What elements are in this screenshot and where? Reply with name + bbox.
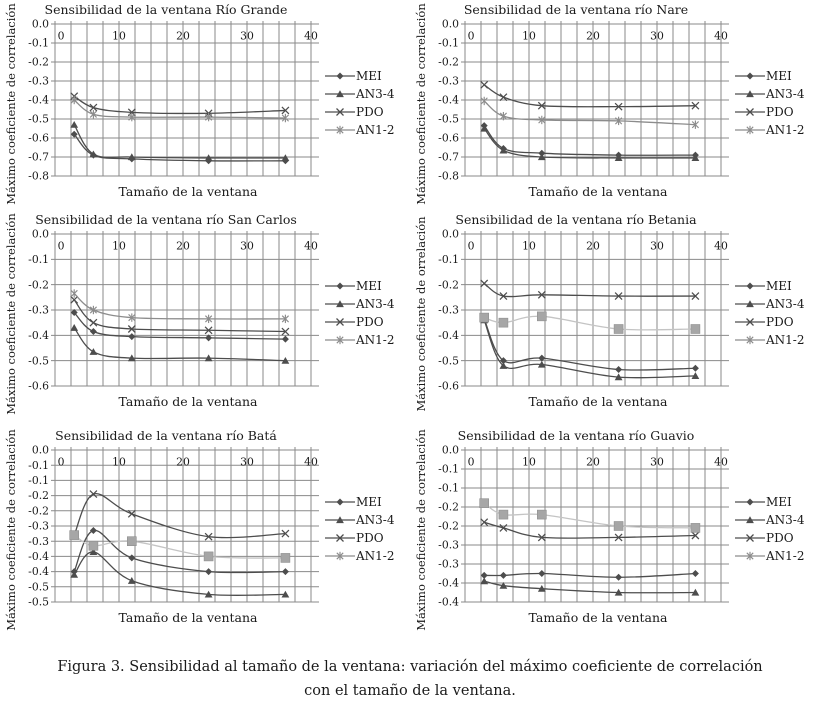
chart-rio-grande xyxy=(0,0,410,210)
legend-label: PDO xyxy=(356,314,384,329)
legend-item-an1-2 xyxy=(325,333,410,347)
tick-label: -0.4 xyxy=(28,328,49,342)
tick-label: -0.7 xyxy=(28,150,49,164)
legend-label: AN1-2 xyxy=(356,122,395,137)
tick-label: 10 xyxy=(112,29,126,43)
legend-label: MEI xyxy=(356,68,382,83)
tick-label: -0.4 xyxy=(28,550,49,563)
legend xyxy=(322,214,410,411)
legend xyxy=(732,430,820,627)
legend-label: MEI xyxy=(356,494,382,509)
chart-title: Sensibilidad de la ventana río Guavio xyxy=(457,428,695,443)
legend-x-icon xyxy=(735,106,765,118)
tick-label: 10 xyxy=(112,455,126,469)
x-axis-title: Tamaño de la ventana xyxy=(118,184,258,199)
tick-label: 30 xyxy=(650,239,664,253)
legend-item-pdo xyxy=(325,531,410,545)
y-axis-ticks xyxy=(438,18,459,183)
y-axis-ticks xyxy=(28,444,49,609)
legend-item-mei xyxy=(325,495,410,509)
legend-label: AN1-2 xyxy=(766,332,805,347)
tick-label: -0.3 xyxy=(438,538,459,552)
legend-item-an3-4 xyxy=(735,87,820,101)
chart-rio-san-carlos xyxy=(0,210,410,426)
tick-label: -0.2 xyxy=(438,500,459,514)
legend-x-icon xyxy=(325,106,355,118)
chart-title: Sensibilidad de la ventana río Nare xyxy=(463,2,689,17)
legend xyxy=(732,4,820,201)
series-AN1-2 xyxy=(71,289,289,323)
tick-label: -0.1 xyxy=(28,36,49,50)
tick-label: 20 xyxy=(176,239,190,253)
y-axis-title: Máximo coeficiente de correlación xyxy=(414,3,428,205)
legend-diamond-icon xyxy=(735,70,765,82)
tick-label: 30 xyxy=(240,239,254,253)
tick-label: 0 xyxy=(57,29,65,43)
tick-label: -0.6 xyxy=(28,379,49,393)
legend-item-mei xyxy=(325,69,410,83)
legend-label: PDO xyxy=(766,314,794,329)
legend-item-pdo xyxy=(735,531,820,545)
tick-label: -0.3 xyxy=(438,74,459,88)
tick-label: 40 xyxy=(304,455,318,469)
legend-item-an3-4 xyxy=(735,297,820,311)
legend-item-an3-4 xyxy=(325,297,410,311)
tick-label: -0.4 xyxy=(438,328,459,342)
legend-item-pdo xyxy=(735,315,820,329)
chart-title: Sensibilidad de la ventana Río Grande xyxy=(44,2,288,17)
tick-label: -0.1 xyxy=(438,481,459,495)
tick-label: 10 xyxy=(112,239,126,253)
tick-label: -0.1 xyxy=(438,252,459,266)
tick-label: 20 xyxy=(586,455,600,469)
legend-label: MEI xyxy=(766,68,792,83)
caption-line-1: Figura 3. Sensibilidad al tamaño de la ventana: variación del máximo coeficiente de correlación xyxy=(57,659,763,675)
legend-x-icon xyxy=(325,316,355,328)
legend-x-icon xyxy=(325,532,355,544)
legend-label: AN3-4 xyxy=(766,86,805,101)
tick-label: 40 xyxy=(304,29,318,43)
legend-item-an3-4 xyxy=(325,513,410,527)
tick-label: 0.0 xyxy=(31,444,49,457)
tick-label: -0.2 xyxy=(28,55,49,69)
legend-item-an1-2 xyxy=(735,123,820,137)
tick-label: -0.7 xyxy=(438,150,459,164)
tick-label: -0.1 xyxy=(28,252,49,266)
tick-label: 30 xyxy=(650,455,664,469)
tick-label: 10 xyxy=(522,239,536,253)
legend-star-icon xyxy=(325,550,355,562)
chart-rio-nare xyxy=(410,0,820,210)
legend-label: AN3-4 xyxy=(766,512,805,527)
legend-label: AN1-2 xyxy=(356,332,395,347)
x-axis-title: Tamaño de la ventana xyxy=(118,610,258,625)
tick-label: -0.6 xyxy=(438,379,459,393)
plot-area xyxy=(22,444,322,610)
tick-label: -0.3 xyxy=(28,303,49,317)
y-axis-title: Máximo coeficiente de correlación xyxy=(4,213,18,415)
caption-line-2: con el tamaño de la ventana. xyxy=(304,683,516,699)
tick-label: 30 xyxy=(240,29,254,43)
tick-label: -0.3 xyxy=(28,74,49,88)
legend-item-an1-2 xyxy=(735,549,820,563)
legend-x-icon xyxy=(735,316,765,328)
tick-label: -0.1 xyxy=(28,458,49,472)
tick-label: 0.0 xyxy=(441,444,459,457)
legend-item-an1-2 xyxy=(735,333,820,347)
plot-area xyxy=(22,18,322,184)
legend-star-icon xyxy=(325,124,355,136)
gridlines xyxy=(51,447,319,602)
tick-label: -0.5 xyxy=(28,112,49,126)
tick-label: -0.3 xyxy=(438,303,459,317)
legend-item-pdo xyxy=(325,105,410,119)
tick-label: -0.2 xyxy=(438,55,459,69)
tick-label: -0.6 xyxy=(438,131,459,145)
gridlines xyxy=(461,447,729,602)
legend-diamond-icon xyxy=(325,70,355,82)
tick-label: -0.8 xyxy=(28,169,49,183)
legend-diamond-icon xyxy=(735,496,765,508)
legend-triangle-icon xyxy=(325,514,355,526)
legend-label: AN3-4 xyxy=(356,86,395,101)
tick-label: -0.5 xyxy=(438,112,459,126)
tick-label: 30 xyxy=(240,455,254,469)
legend-triangle-icon xyxy=(735,88,765,100)
tick-label: -0.2 xyxy=(438,519,459,533)
legend-star-icon xyxy=(735,550,765,562)
legend-triangle-icon xyxy=(735,514,765,526)
figure-caption xyxy=(0,655,820,701)
legend-star-icon xyxy=(325,334,355,346)
tick-label: -0.4 xyxy=(438,93,459,107)
legend-label: AN3-4 xyxy=(356,296,395,311)
legend-label: PDO xyxy=(766,530,794,545)
tick-label: 20 xyxy=(586,29,600,43)
x-axis-title: Tamaño de la ventana xyxy=(528,394,668,409)
chart-title: Sensibilidad de la ventana río San Carlos xyxy=(35,212,297,227)
legend-item-mei xyxy=(735,495,820,509)
chart-rio-betania xyxy=(410,210,820,426)
tick-label: 0.0 xyxy=(441,18,459,31)
tick-label: 30 xyxy=(650,29,664,43)
tick-label: 40 xyxy=(714,239,728,253)
tick-label: -0.1 xyxy=(438,462,459,476)
legend-item-an3-4 xyxy=(735,513,820,527)
tick-label: 20 xyxy=(586,239,600,253)
y-axis-ticks xyxy=(438,444,459,609)
legend xyxy=(732,214,820,411)
legend-label: PDO xyxy=(356,104,384,119)
legend-item-pdo xyxy=(325,315,410,329)
plot-area xyxy=(22,228,322,394)
y-axis-title: Máximo coeficiente de correlación xyxy=(414,429,428,631)
chart-rio-guavio xyxy=(410,426,820,642)
legend-label: PDO xyxy=(766,104,794,119)
legend-triangle-icon xyxy=(325,298,355,310)
legend-triangle-icon xyxy=(735,298,765,310)
tick-label: -0.5 xyxy=(438,354,459,368)
tick-label: -0.1 xyxy=(28,474,49,487)
tick-label: 0 xyxy=(467,455,475,469)
legend-label: AN1-2 xyxy=(766,548,805,563)
tick-label: -0.3 xyxy=(28,519,49,533)
tick-label: -0.4 xyxy=(438,576,459,590)
legend-item-an1-2 xyxy=(325,123,410,137)
legend-label: AN1-2 xyxy=(766,122,805,137)
tick-label: -0.3 xyxy=(28,534,49,548)
tick-label: 40 xyxy=(714,29,728,43)
legend-item-an3-4 xyxy=(325,87,410,101)
tick-label: 10 xyxy=(522,29,536,43)
x-axis-title: Tamaño de la ventana xyxy=(118,394,258,409)
chart-title: Sensibilidad de la ventana río Batá xyxy=(55,428,277,443)
legend-star-icon xyxy=(735,334,765,346)
legend-label: AN1-2 xyxy=(356,548,395,563)
tick-label: -0.2 xyxy=(28,278,49,292)
legend xyxy=(322,430,410,627)
tick-label: 40 xyxy=(714,455,728,469)
legend-label: MEI xyxy=(766,494,792,509)
y-axis-ticks xyxy=(28,228,49,393)
legend-label: AN3-4 xyxy=(356,512,395,527)
tick-label: -0.2 xyxy=(28,504,49,518)
legend-item-mei xyxy=(325,279,410,293)
legend-diamond-icon xyxy=(735,280,765,292)
tick-label: -0.4 xyxy=(28,565,49,579)
y-axis-title: Máximo coeficiente de orrelación xyxy=(414,216,428,412)
x-axis-title: Tamaño de la ventana xyxy=(528,610,668,625)
y-axis-ticks xyxy=(28,18,49,183)
tick-label: -0.1 xyxy=(438,36,459,50)
legend-item-pdo xyxy=(735,105,820,119)
tick-label: 40 xyxy=(304,239,318,253)
tick-label: -0.2 xyxy=(28,489,49,503)
legend-item-an1-2 xyxy=(325,549,410,563)
tick-label: 10 xyxy=(522,455,536,469)
y-axis-title: Máximo coeficiente de correlación xyxy=(4,429,18,631)
legend-item-mei xyxy=(735,69,820,83)
legend-triangle-icon xyxy=(325,88,355,100)
plot-area xyxy=(432,228,732,394)
tick-label: 20 xyxy=(176,455,190,469)
tick-label: 0.0 xyxy=(31,18,49,31)
tick-label: 0.0 xyxy=(31,228,49,241)
legend-label: AN3-4 xyxy=(766,296,805,311)
legend-label: PDO xyxy=(356,530,384,545)
legend-diamond-icon xyxy=(325,280,355,292)
tick-label: -0.5 xyxy=(28,354,49,368)
tick-label: -0.4 xyxy=(438,595,459,609)
y-axis-title: Máximo coeficiente de correlación xyxy=(4,3,18,205)
tick-label: -0.3 xyxy=(438,557,459,571)
tick-label: -0.8 xyxy=(438,169,459,183)
chart-rio-bata xyxy=(0,426,410,642)
y-axis-ticks xyxy=(438,228,459,393)
series-AN1-2 xyxy=(481,97,699,129)
legend-star-icon xyxy=(735,124,765,136)
tick-label: -0.6 xyxy=(28,131,49,145)
tick-label: 0 xyxy=(467,239,475,253)
legend-x-icon xyxy=(735,532,765,544)
tick-label: 0.0 xyxy=(441,228,459,241)
tick-label: -0.2 xyxy=(438,278,459,292)
legend-label: MEI xyxy=(766,278,792,293)
tick-label: 0 xyxy=(57,455,65,469)
tick-label: -0.5 xyxy=(28,580,49,594)
tick-label: -0.5 xyxy=(28,595,49,609)
tick-label: 0 xyxy=(57,239,65,253)
x-axis-title: Tamaño de la ventana xyxy=(528,184,668,199)
plot-area xyxy=(432,444,732,610)
chart-title: Sensibilidad de la ventana río Betania xyxy=(455,212,697,227)
legend-diamond-icon xyxy=(325,496,355,508)
tick-label: 0 xyxy=(467,29,475,43)
tick-label: -0.4 xyxy=(28,93,49,107)
legend xyxy=(322,4,410,201)
legend-label: MEI xyxy=(356,278,382,293)
plot-area xyxy=(432,18,732,184)
legend-item-mei xyxy=(735,279,820,293)
tick-label: 20 xyxy=(176,29,190,43)
